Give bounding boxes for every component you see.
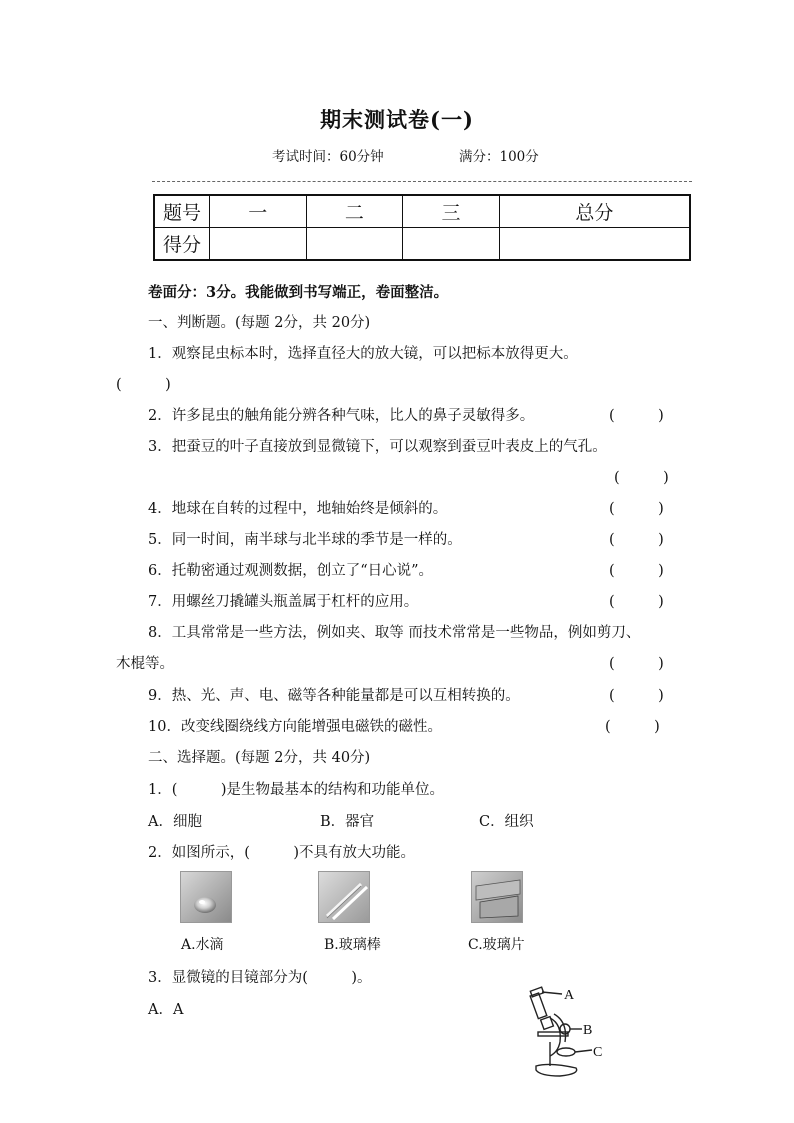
score-table-header-total: 总分 [499,195,690,228]
s1-q8-answer[interactable]: ( ) [609,656,664,672]
s1-q2-text: 2．许多昆虫的触角能分辨各种气味，比人的鼻子灵敏得多。 [148,408,535,424]
s1-q2-answer[interactable]: ( ) [609,408,664,424]
s1-q6-answer[interactable]: ( ) [609,563,664,579]
s2-q2-caption-c[interactable]: C.玻璃片 [468,937,525,953]
s1-q6-text: 6．托勒密通过观测数据，创立了“日心说”。 [148,563,434,579]
section1-heading: 一、判断题。(每题 2分，共 20分) [148,315,371,331]
s1-q8-text: 8．工具常常是一些方法，例如夹、取等 而技术常常是一些物品，例如剪刀、 [148,625,641,641]
s2-q2-caption-a[interactable]: A.水滴 [181,937,224,953]
score-table-header-label: 题号 [154,195,210,228]
s2-q2-caption-b[interactable]: B.玻璃棒 [324,937,381,953]
s1-q9-answer[interactable]: ( ) [609,688,664,704]
s1-q1-answer[interactable]: ( ) [116,377,171,393]
score-cell-part2[interactable] [306,228,403,261]
s1-q5-text: 5．同一时间，南半球与北半球的季节是一样的。 [148,532,462,548]
exam-time: 考试时间：60分钟 [272,149,384,165]
score-table-header-part1: 一 [210,195,307,228]
s2-q2-text: 2．如图所示，( )不具有放大功能。 [148,845,416,861]
score-cell-part3[interactable] [403,228,500,261]
s1-q7-text: 7．用螺丝刀撬罐头瓶盖属于杠杆的应用。 [148,594,419,610]
glass-slide-image [471,871,523,923]
s1-q3-text: 3．把蚕豆的叶子直接放到显微镜下，可以观察到蚕豆叶表皮上的气孔。 [148,439,607,455]
microscope-label-b: B [583,1023,593,1038]
s1-q1-text: 1．观察昆虫标本时，选择直径大的放大镜，可以把标本放得更大。 [148,346,578,362]
microscope-label-a: A [564,988,575,1003]
score-cell-total[interactable] [499,228,690,261]
s1-q10-text: 10．改变线圈绕线方向能增强电磁铁的磁性。 [148,719,442,735]
microscope-diagram [520,980,620,1080]
s2-q3-option-a[interactable]: A．A [148,1002,184,1018]
s2-q1-text: 1．( )是生物最基本的结构和功能单位。 [148,782,445,798]
s1-q10-answer[interactable]: ( ) [605,719,660,735]
microscope-label-c: C [593,1045,603,1060]
score-cell-part1[interactable] [210,228,307,261]
score-table [153,194,691,261]
glass-rod-image [318,871,370,923]
section2-heading: 二、选择题。(每题 2分，共 40分) [148,750,371,766]
s2-q1-option-b[interactable]: B．器官 [320,814,375,830]
water-drop-image [180,871,232,923]
s1-q5-answer[interactable]: ( ) [609,532,664,548]
page-title: 期末测试卷(一) [320,107,474,132]
s1-q7-answer[interactable]: ( ) [609,594,664,610]
s1-q4-answer[interactable]: ( ) [609,501,664,517]
s1-q4-text: 4．地球在自转的过程中，地轴始终是倾斜的。 [148,501,448,517]
score-table-header-part3: 三 [403,195,500,228]
score-table-header-part2: 二 [306,195,403,228]
s2-q1-option-a[interactable]: A．细胞 [148,814,202,830]
s1-q9-text: 9．热、光、声、电、磁等各种能量都是可以互相转换的。 [148,688,520,704]
s2-q3-text: 3．显微镜的目镜部分为( )。 [148,970,372,986]
score-table-row-label: 得分 [154,228,210,261]
s1-q8-text-cont: 木棍等。 [116,656,174,672]
neatness-note: 卷面分：3分。我能做到书写端正，卷面整洁。 [148,284,449,301]
score-table-header-row [154,195,690,228]
s1-q3-answer[interactable]: ( ) [614,470,669,486]
dotted-divider [152,181,692,182]
full-score: 满分：100分 [459,149,539,165]
s2-q1-option-c[interactable]: C．组织 [479,814,534,830]
score-table-score-row [154,228,690,261]
